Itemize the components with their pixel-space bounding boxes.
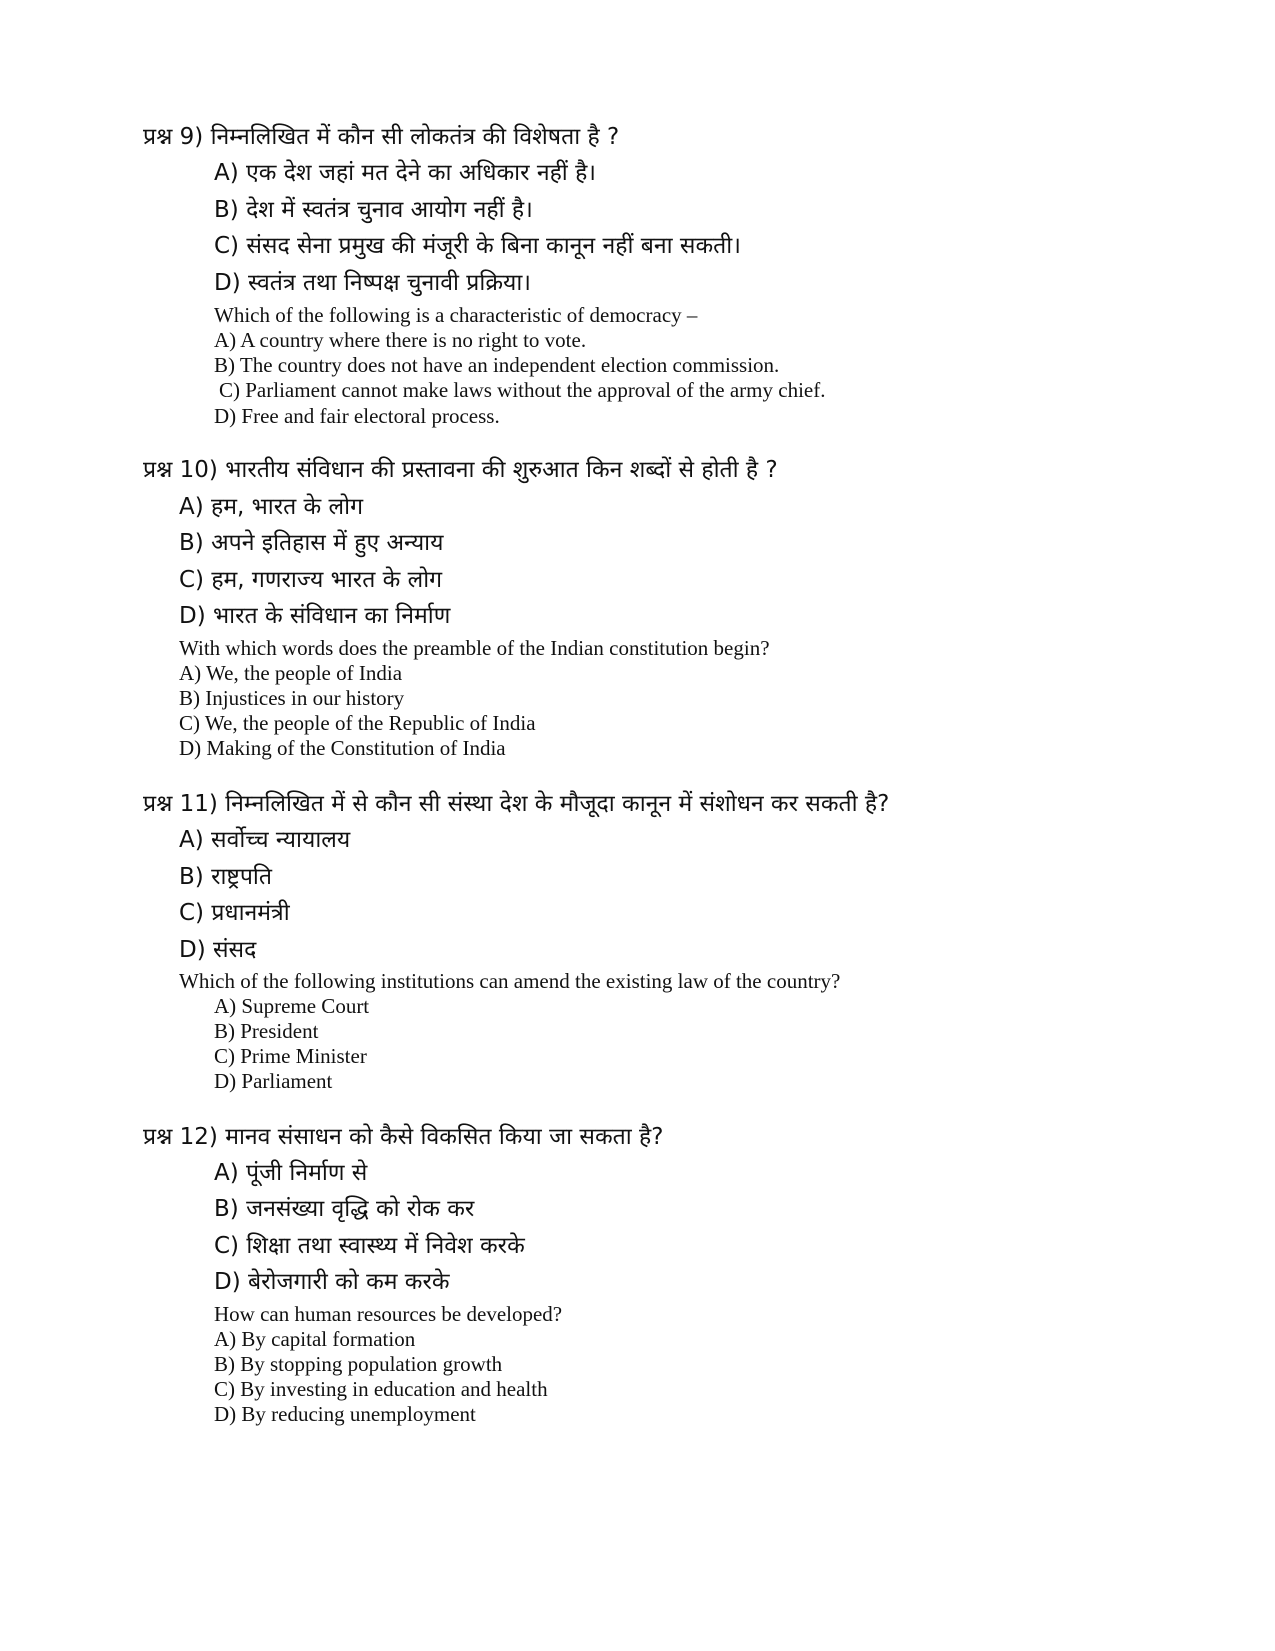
q10-english-question: With which words does the preamble of the Indian constitution begin? bbox=[179, 636, 770, 660]
q11-english-option-b: B) President bbox=[214, 1019, 319, 1043]
q9-english-option-b: B) The country does not have an independent election commission. bbox=[214, 353, 780, 377]
q10-hindi-option-a: A) हम, भारत के लोग bbox=[179, 494, 364, 520]
q9-english-option-a: A) A country where there is no right to vote. bbox=[214, 328, 587, 352]
q12-english-option-b: B) By stopping population growth bbox=[214, 1352, 503, 1376]
q11-english-option-c: C) Prime Minister bbox=[214, 1044, 367, 1068]
q9-hindi-question: प्रश्न 9) निम्नलिखित में कौन सी लोकतंत्र की विशेषता है ? bbox=[143, 124, 620, 150]
q10-english-option-d: D) Making of the Constitution of India bbox=[179, 736, 506, 760]
q12-english-option-d: D) By reducing unemployment bbox=[214, 1402, 476, 1426]
q11-english-option-a: A) Supreme Court bbox=[214, 994, 370, 1018]
q10-english-option-a: A) We, the people of India bbox=[179, 661, 403, 685]
q9-hindi-option-b: B) देश में स्वतंत्र चुनाव आयोग नहीं है। bbox=[214, 197, 533, 223]
q9-hindi-option-a: A) एक देश जहां मत देने का अधिकार नहीं है। bbox=[214, 160, 597, 186]
q12-english-option-c: C) By investing in education and health bbox=[214, 1377, 548, 1401]
q9-english-option-d: D) Free and fair electoral process. bbox=[214, 404, 500, 428]
q11-hindi-question: प्रश्न 11) निम्नलिखित में से कौन सी संस्था देश के मौजूदा कानून में संशोधन कर सकती है? bbox=[143, 791, 890, 817]
q9-hindi-option-c: C) संसद सेना प्रमुख की मंजूरी के बिना कानून नहीं बना सकती। bbox=[214, 233, 741, 259]
q12-hindi-question: प्रश्न 12) मानव संसाधन को कैसे विकसित किया जा सकता है? bbox=[143, 1124, 664, 1150]
q10-english-option-b: B) Injustices in our history bbox=[179, 686, 405, 710]
q12-hindi-option-c: C) शिक्षा तथा स्वास्थ्य में निवेश करके bbox=[214, 1233, 525, 1259]
q12-hindi-option-a: A) पूंजी निर्माण से bbox=[214, 1160, 368, 1186]
q10-english-option-c: C) We, the people of the Republic of India bbox=[179, 711, 536, 735]
q9-english-question: Which of the following is a characteristic of democracy – bbox=[214, 303, 698, 327]
q9-english-option-c: C) Parliament cannot make laws without the approval of the army chief. bbox=[219, 378, 826, 402]
q11-hindi-option-d: D) संसद bbox=[179, 937, 257, 963]
q12-hindi-option-b: B) जनसंख्या वृद्धि को रोक कर bbox=[214, 1196, 475, 1222]
q12-hindi-option-d: D) बेरोजगारी को कम करके bbox=[214, 1269, 450, 1295]
q12-english-option-a: A) By capital formation bbox=[214, 1327, 416, 1351]
q11-hindi-option-a: A) सर्वोच्च न्यायालय bbox=[179, 827, 351, 853]
q10-hindi-option-d: D) भारत के संविधान का निर्माण bbox=[179, 603, 451, 629]
q10-hindi-option-b: B) अपने इतिहास में हुए अन्याय bbox=[179, 530, 444, 556]
q11-english-question: Which of the following institutions can amend the existing law of the country? bbox=[179, 969, 841, 993]
q9-hindi-option-d: D) स्वतंत्र तथा निष्पक्ष चुनावी प्रक्रिया। bbox=[214, 270, 532, 296]
q11-hindi-option-b: B) राष्ट्रपति bbox=[179, 864, 272, 890]
q10-hindi-option-c: C) हम, गणराज्य भारत के लोग bbox=[179, 567, 443, 593]
q11-english-option-d: D) Parliament bbox=[214, 1069, 333, 1093]
q10-hindi-question: प्रश्न 10) भारतीय संविधान की प्रस्तावना की शुरुआत किन शब्दों से होती है ? bbox=[143, 457, 778, 483]
q12-english-question: How can human resources be developed? bbox=[214, 1302, 563, 1326]
q11-hindi-option-c: C) प्रधानमंत्री bbox=[179, 900, 290, 926]
